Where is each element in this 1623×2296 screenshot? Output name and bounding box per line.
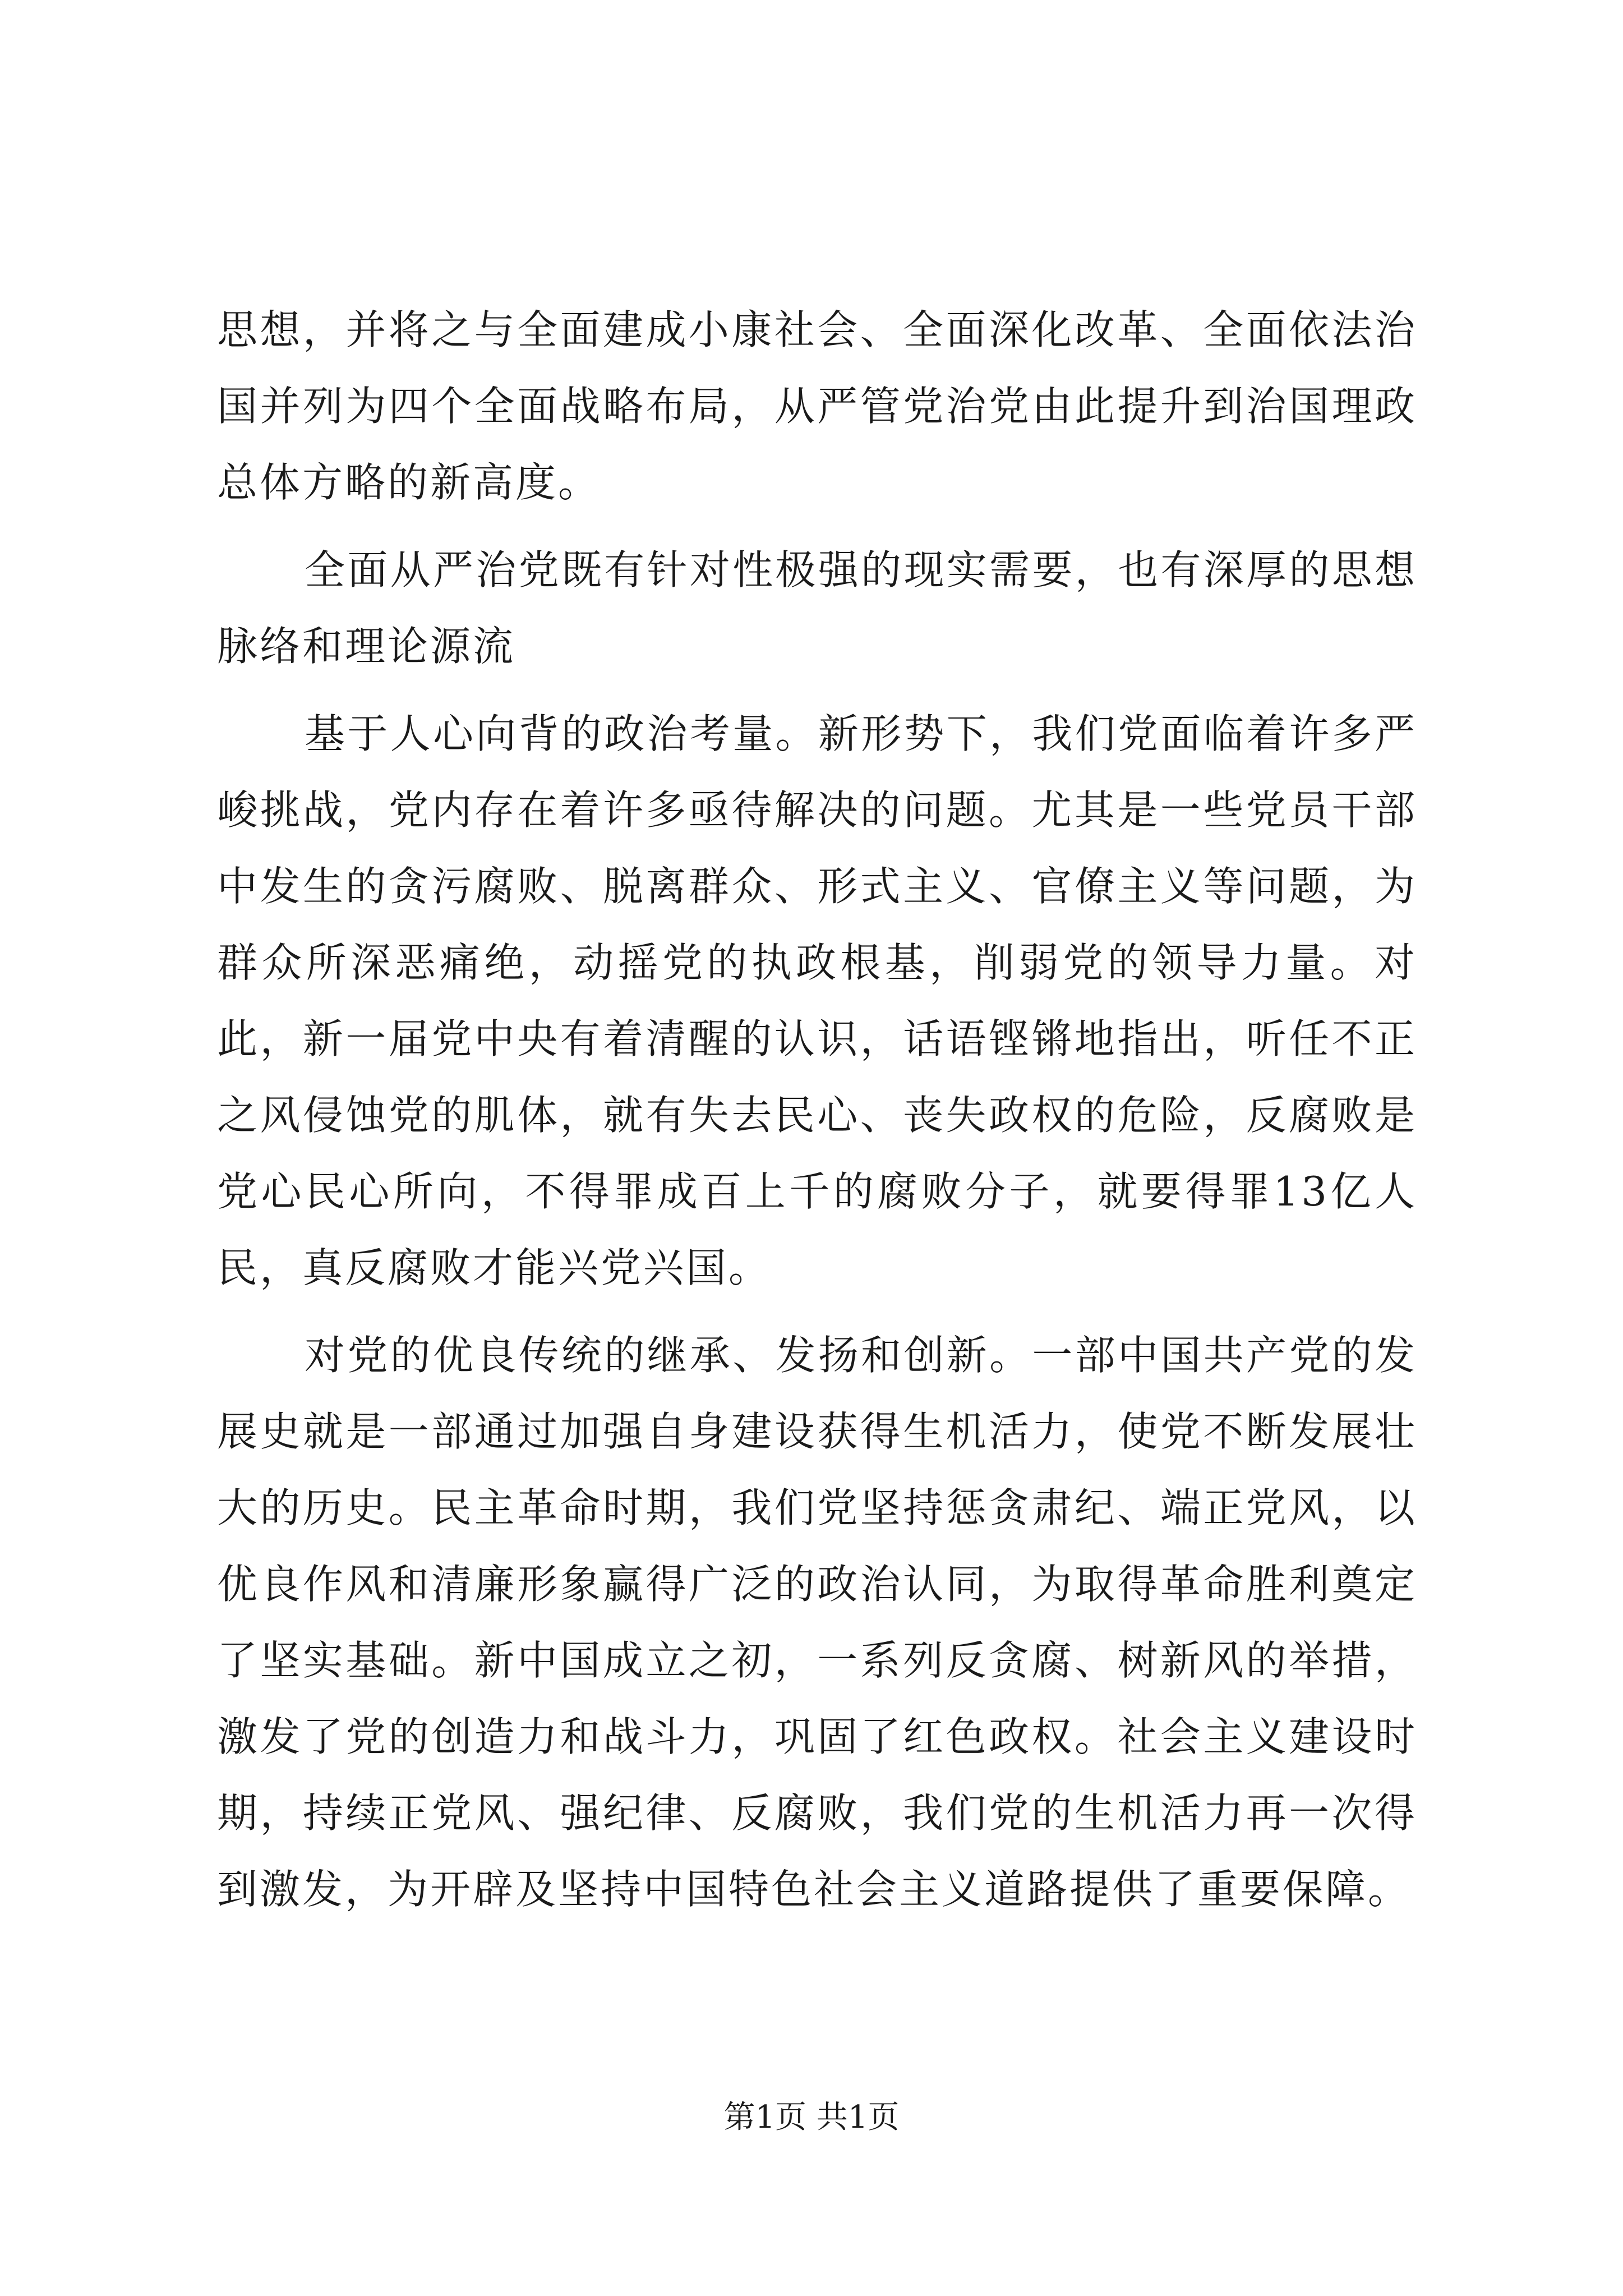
document-body — [217, 292, 1417, 1939]
paragraph-3: 基于人心向背的政治考量。新形势下，我们党面临着许多严峻挑战，党内存在着许多亟待解决的问题。尤其是一些党员干部中发生的贪污腐败、脱离群众、形式主义、官僚主义等问题，为群众所深恶痛绝，动摇党的执政根基，削弱党的领导力量。对此，新一届党中央有着清醒的认识，话语铿锵地指出，听任不正之风侵蚀党的肌体，就有失去民心、丧失政权的危险，反腐败是党心民心所向，不得罪成百上千的腐败分子，就要得罪13亿人民，真反腐败才能兴党兴国。 — [217, 710, 1417, 1291]
paragraph-2: 全面从严治党既有针对性极强的现实需要，也有深厚的思想脉络和理论源流 — [217, 546, 1417, 670]
paragraph-4: 对党的优良传统的继承、发扬和创新。一部中国共产党的发展史就是一部通过加强自身建设获得生机活力，使党不断发展壮大的历史。民主革命时期，我们党坚持惩贪肃纪、端正党风，以优良作风和清廉形象赢得广泛的政治认同，为取得革命胜利奠定了坚实基础。新中国成立之初，一系列反贪腐、树新风的举措，激发了党的创造力和战斗力，巩固了红色政权。社会主义建设时期，持续正党风、强纪律、反腐败，我们党的生机活力再一次得到激发，为开辟及坚持中国特色社会主义道路提供了重要保障。 — [217, 1332, 1417, 1913]
page-footer: 第1页 共1页 — [723, 2099, 900, 2136]
paragraph-1: 思想，并将之与全面建成小康社会、全面深化改革、全面依法治国并列为四个全面战略布局，从严管党治党由此提升到治国理政总体方略的新高度。 — [217, 306, 1417, 506]
